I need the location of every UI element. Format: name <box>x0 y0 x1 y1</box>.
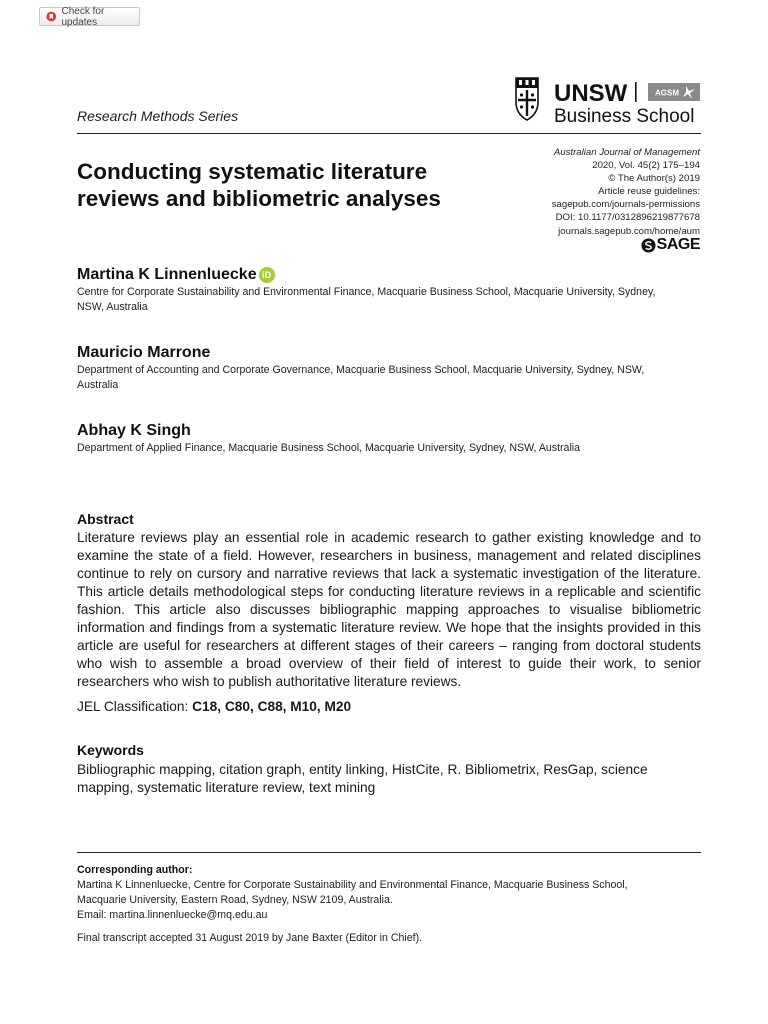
keywords-heading: Keywords <box>77 742 144 758</box>
logo-tag-text: AGSM <box>655 88 679 98</box>
corr-line-2: Macquarie University, Eastern Road, Sydney, NSW 2109, Australia. <box>77 894 393 906</box>
keywords-text: Bibliographic mapping, citation graph, entity linking, HistCite, R. Bibliometrix, ResGap, science mapping, systematic literature review, text mining <box>77 762 648 795</box>
journal-name: Australian Journal of Management <box>553 147 700 158</box>
journal-volume: 2020, Vol. 45(2) 175–194 <box>592 160 700 172</box>
sage-text: SAGE <box>656 236 700 253</box>
logo-school-text: Business School <box>554 106 695 124</box>
check-for-updates-label: Check for updates <box>61 5 105 28</box>
unsw-crest-icon <box>516 78 538 120</box>
author-affiliation-3: Department of Applied Finance, Macquarie Business School, Macquarie University, Sydney, NSW, Australia <box>77 442 581 454</box>
header-divider <box>77 133 701 134</box>
sage-s-icon <box>641 238 656 253</box>
sage-logo <box>641 236 700 254</box>
abstract-text: Literature reviews play an essential role in academic research to gather existing knowledge and to examine the state of a field. However, researchers in business, management and related disciplines continue to rely on cursory and narrative reviews that lack a systematic investigation of the literature. This article details methodological steps for conducting literature reviews in a replicable and scientific fashion. This article also discusses bibliographic mapping approaches to visualise bibliometric information and findings from a systematic literature review. We hope that the insights provided in this article are useful for researchers at different stages of their careers – ranging from doctoral students who wish to assemble a broad overview of their field of interest to guide their work, to senior researchers who wish to publish authoritative literature reviews. <box>77 530 701 689</box>
author-affiliation-2: Department of Accounting and Corporate Governance, Macquarie Business School, Macquarie University, Sydney, NSW, Australia <box>77 364 645 391</box>
series-label: Research Methods Series <box>77 108 239 124</box>
check-for-updates-button[interactable] <box>39 7 140 26</box>
journal-copyright: © The Author(s) 2019 <box>608 173 700 185</box>
author-name-2: Mauricio Marrone <box>77 344 211 361</box>
abstract-heading: Abstract <box>77 511 134 527</box>
journal-home-link[interactable]: journals.sagepub.com/home/aum <box>558 225 700 237</box>
corresponding-author-heading: Corresponding author: <box>77 864 193 876</box>
journal-info <box>490 146 700 238</box>
author-name-3: Abhay K Singh <box>77 422 191 439</box>
author-1-name-text: Martina K Linnenluecke <box>77 266 257 283</box>
corr-line-1: Martina K Linnenluecke, Centre for Corporate Sustainability and Environmental Finance, Macquarie Business School, <box>77 879 628 891</box>
jel-codes: C18, C80, C88, M10, M20 <box>192 699 352 714</box>
corresponding-author-details <box>77 878 697 923</box>
final-transcript-note: Final transcript accepted 31 August 2019 by Jane Baxter (Editor in Chief). <box>77 932 423 944</box>
orcid-icon[interactable]: iD <box>259 267 275 283</box>
doi-link[interactable]: DOI: 10.1177/0312896219877678 <box>555 212 700 224</box>
unsw-business-school-logo <box>514 76 702 124</box>
journal-reuse: Article reuse guidelines: <box>598 186 700 198</box>
jel-label: JEL Classification: <box>77 699 189 714</box>
corr-email[interactable]: Email: martina.linnenluecke@mq.edu.au <box>77 909 268 921</box>
bookmark-update-icon <box>46 11 57 22</box>
author-affiliation-1: Centre for Corporate Sustainability and Environmental Finance, Macquarie Business School, Macquarie University, Sydney, NSW, Australia <box>77 286 656 313</box>
logo-unsw-text: UNSW <box>554 80 628 107</box>
footer-divider <box>77 852 701 853</box>
paper-title: Conducting systematic literature reviews and bibliometric analyses <box>77 159 441 211</box>
permissions-link[interactable]: sagepub.com/journals-permissions <box>551 199 700 211</box>
author-name-1 <box>77 266 275 284</box>
jel-classification <box>77 699 351 714</box>
